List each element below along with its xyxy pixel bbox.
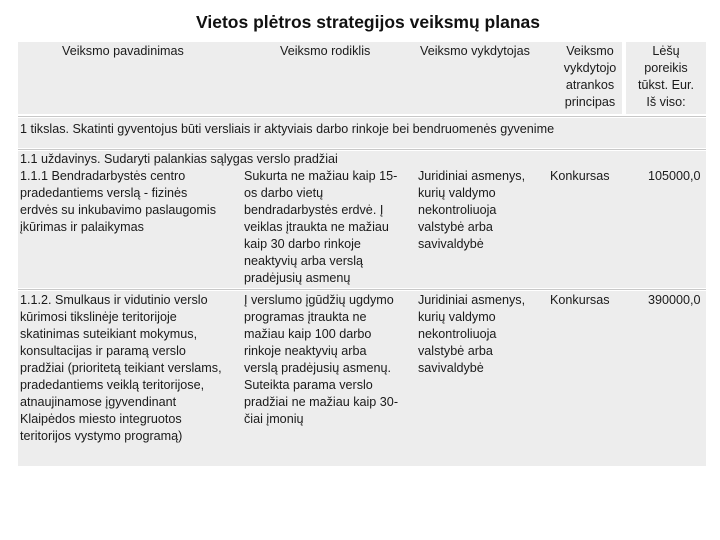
row-2-indicator: Į verslumo įgūdžių ugdymo programas įtraukta ne mažiau kaip 100 darbo rinkoje neaktyvių arba verslą pradėjusių asmenų. Suteikta parama verslo pradžiai ne mažiau kaip 30- čiai įmonių <box>244 293 399 426</box>
row-1-action-name: 1.1.1 Bendradarbystės centro pradedantiems verslą - fizinės erdvės su inkubavimo paslaugomis įkūrimas ir palaikymas <box>20 169 217 234</box>
row-2-amount: 390000,0 <box>648 293 701 307</box>
header-indicator: Veiksmo rodiklis <box>280 44 371 58</box>
header-row <box>18 42 622 114</box>
row-2-selection: Konkursas <box>550 293 610 307</box>
header-selection-principle: Veiksmo vykdytojo atrankos principas <box>563 44 617 109</box>
row-divider <box>18 116 706 117</box>
page-title: Vietos plėtros strategijos veiksmų planas <box>196 12 540 32</box>
row-1-indicator: Sukurta ne mažiau kaip 15- os darbo vietų bendradarbystės erdvė. Į veiklas įtraukta ne mažiau kaip 30 darbo rinkoje neaktyvių arba verslą pradėjusių asmenų <box>244 169 398 285</box>
task-text: 1.1 uždavinys. Sudaryti palankias sąlygas verslo pradžiai <box>20 152 338 166</box>
row-divider <box>18 149 706 150</box>
row-1-executor: Juridiniai asmenys, kurių valdymo nekontroliuoja valstybė arba savivaldybė <box>418 169 526 251</box>
header-executor: Veiksmo vykdytojas <box>420 44 530 58</box>
row-1-amount: 105000,0 <box>648 169 701 183</box>
goal-text: 1 tikslas. Skatinti gyventojus būti versliais ir aktyviais darbo rinkoje bei bendruomenės gyvenime <box>20 122 555 136</box>
row-2-action-name: 1.1.2. Smulkaus ir vidutinio verslo kūrimosi tikslinėje teritorijoje skatinimas suteikiant mokymus, konsultacijas ir paramą verslo pradžiai (prioritetą teikiant verslams, pradedantiems veiklą teritorijose, atnaujinamose įgyvendinant Klaipėdos miesto integruotos teritorijos vystymo programą) <box>20 293 222 443</box>
header-funding: Lėšų poreikis tūkst. Eur. Iš viso: <box>638 44 694 109</box>
goal-row <box>18 118 706 148</box>
header-action-name: Veiksmo pavadinimas <box>62 44 184 58</box>
row-1-selection: Konkursas <box>550 169 610 183</box>
row-2-executor: Juridiniai asmenys, kurių valdymo nekontroliuoja valstybė arba savivaldybė <box>418 293 526 375</box>
header-funding-cell <box>626 42 706 114</box>
row-divider <box>18 289 706 290</box>
table-row <box>18 151 706 288</box>
table-row <box>18 291 706 466</box>
